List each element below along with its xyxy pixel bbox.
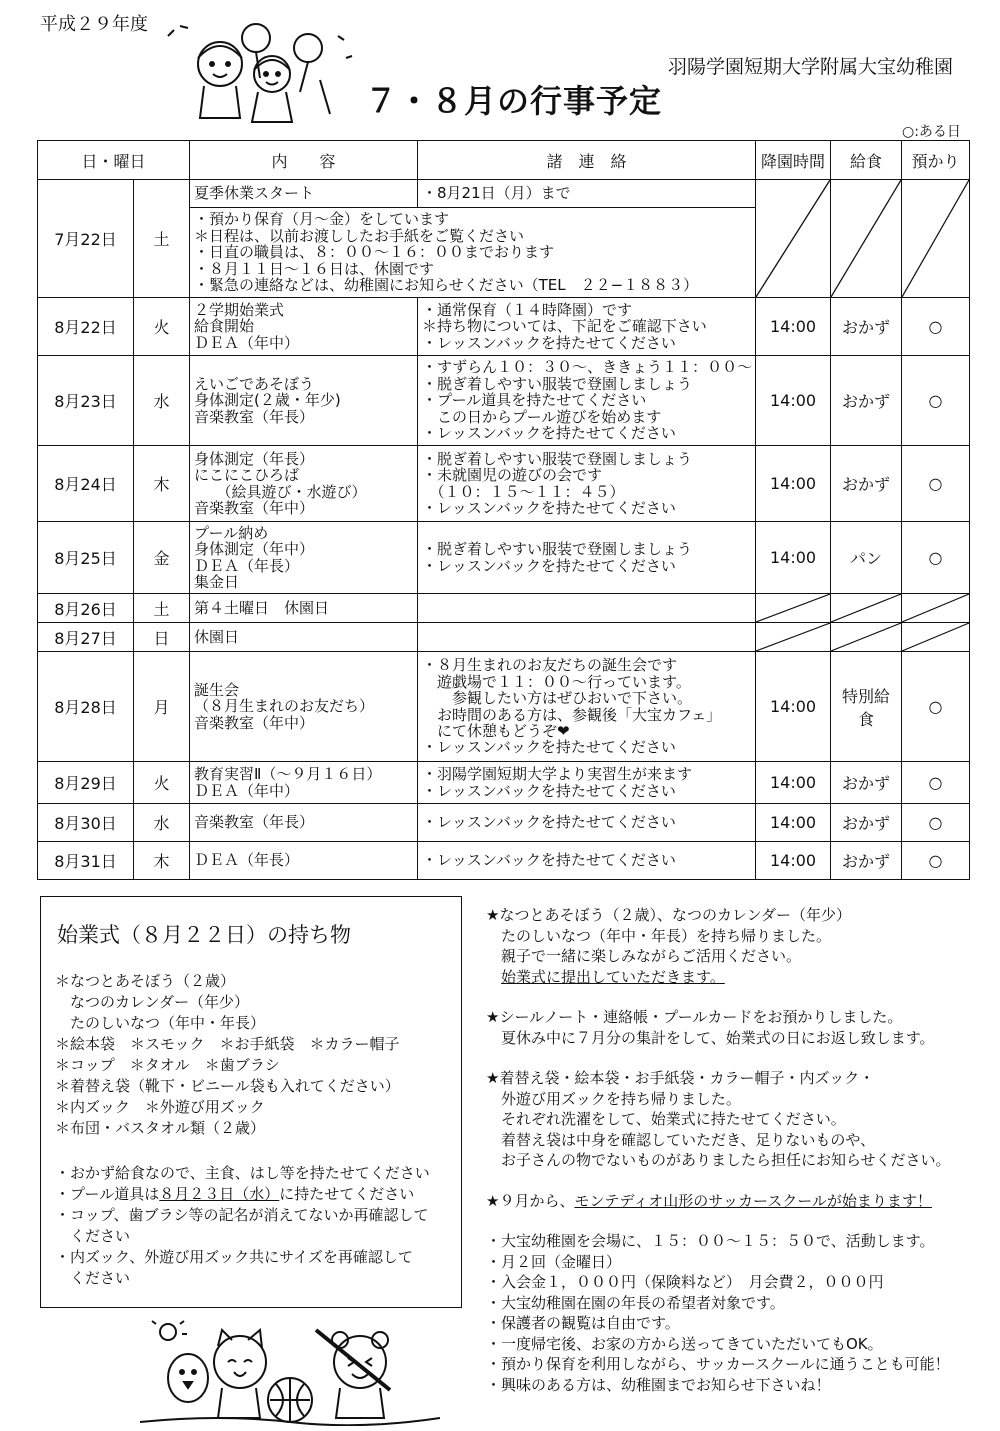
row-date: 8月31日	[38, 842, 134, 880]
row-care: ○	[902, 804, 970, 842]
row-weekday: 水	[134, 356, 190, 446]
table-row	[38, 804, 970, 842]
row-content: ２学期始業式 給食開始 ＤＥＡ（年中）	[190, 298, 418, 356]
row-notes: ・羽陽学園短期大学より実習生が来ます ・レッスンバックを持たせてください	[418, 762, 756, 804]
pool-date: ８月２３日（水）	[159, 1185, 280, 1203]
announcement-line: たのしいなつ（年中・年長）を持ち帰りました。	[486, 926, 832, 945]
row-weekday: 木	[134, 446, 190, 522]
table-row	[38, 623, 970, 652]
note-line: ・内ズック、外遊び用ズック共にサイズを再確認して	[55, 1248, 413, 1266]
row-notes: ・レッスンバックを持たせてください	[418, 842, 756, 880]
table-row	[38, 522, 970, 594]
belongings-title: 始業式（８月２２日）の持ち物	[57, 923, 351, 947]
list-item: なつのカレンダー（年少）	[55, 993, 250, 1011]
children-fan-illustration	[160, 18, 360, 130]
note-line: ください	[55, 1269, 131, 1287]
row-date: 8月23日	[38, 356, 134, 446]
row-notes	[418, 594, 756, 623]
row-care: ○	[902, 522, 970, 594]
row-content: 身体測定（年長） にこにこひろば （絵具遊び・水遊び） 音楽教室（年中）	[190, 446, 418, 522]
table-row	[38, 356, 970, 446]
row-content: 音楽教室（年長）	[190, 804, 418, 842]
list-item: ＊布団・バスタオル類（２歳）	[55, 1119, 266, 1137]
row-notes: ・8月21日（月）まで	[418, 180, 756, 208]
schedule-table	[37, 140, 970, 880]
row-content: 休園日	[190, 623, 418, 652]
announcement-line: 夏休み中に７月分の集計をして、始業式の日にお返し致します。	[486, 1028, 935, 1047]
row-notes: ・すずらん１０：３０～、ききょう１１：００～ ・脱ぎ着しやすい服装で登園しましょう ・プール道具を持たせてください この日からプール遊びを始めます ・レッスンバックを持たせてください	[418, 356, 756, 446]
list-item: ＊絵本袋 ＊スモック ＊お手紙袋 ＊カラー帽子	[55, 1035, 400, 1053]
list-item: ＊コップ ＊タオル ＊歯ブラシ	[55, 1056, 280, 1074]
care-empty-cell	[902, 623, 970, 652]
care-empty-cell	[902, 594, 970, 623]
row-lunch: おかず	[831, 446, 902, 522]
row-date: 8月22日	[38, 298, 134, 356]
row-care: ○	[902, 298, 970, 356]
row-notes: ・通常保育（１４時降園）です ＊持ち物については、下記をご確認下さい ・レッスンバックを持たせてください	[418, 298, 756, 356]
row-weekday: 月	[134, 652, 190, 762]
soccer-detail: ・一度帰宅後、お家の方から送ってきていただいてもOK。	[486, 1334, 883, 1353]
soccer-heading: ★９月から、モンテディオ山形のサッカースクールが始まります！	[486, 1191, 932, 1210]
animals-beach-illustration	[140, 1318, 440, 1426]
row-care: ○	[902, 652, 970, 762]
belongings-box	[40, 896, 462, 1308]
row-weekday: 土	[134, 180, 190, 298]
soccer-detail: ・入会金１，０００円（保険料など） 月会費２，０００円	[486, 1273, 884, 1291]
note-line-pool: ・プール道具は８月２３日（水）に持たせてください	[55, 1185, 415, 1203]
time-empty-cell	[756, 623, 831, 652]
announcement-line: ★着替え袋・絵本袋・お手紙袋・カラー帽子・内ズック・	[486, 1069, 875, 1087]
row-time: 14:00	[756, 356, 831, 446]
soccer-detail: ・興味のある方は、幼稚園までお知らせ下さいね！	[486, 1375, 831, 1394]
row-content: ＤＥＡ（年長）	[190, 842, 418, 880]
row-wide-notes: ・預かり保育（月～金）をしています ＊日程は、以前お渡ししたお手紙をご覧ください ・日直の職員は、８：００～１６：００までおります ・８月１１日～１６日は、休園です ・緊急の連絡などは、幼稚園にお知らせください（TEL ２２−１８８３）	[190, 208, 756, 298]
soccer-detail: ・預かり保育を利用しながら、サッカースクールに通うことも可能！	[486, 1355, 950, 1373]
announcement-line-underlined: 始業式に提出していただきます。	[501, 967, 725, 986]
row-time: 14:00	[756, 298, 831, 356]
row-lunch: おかず	[831, 298, 902, 356]
row-time: 14:00	[756, 652, 831, 762]
header-pickup-time: 降園時間	[756, 141, 831, 180]
row-content: 夏季休業スタート	[190, 180, 418, 208]
announcement-line: 親子で一緒に楽しみながらご活用ください。	[486, 947, 802, 965]
row-weekday: 火	[134, 762, 190, 804]
row-lunch: パン	[831, 522, 902, 594]
row-time: 14:00	[756, 522, 831, 594]
announcement-line: お子さんの物でないものがありましたら担任にお知らせください。	[486, 1151, 951, 1169]
announcement-line: ★シールノート・連絡帳・プールカードをお預かりしました。	[486, 1008, 903, 1026]
header-lunch: 給食	[831, 141, 902, 180]
announcement-line: 着替え袋は中身を確認していただき、足りないものや、	[486, 1130, 876, 1149]
row-time: 14:00	[756, 446, 831, 522]
row-lunch: おかず	[831, 762, 902, 804]
table-row	[38, 180, 970, 208]
row-content: 第４土曜日 休園日	[190, 594, 418, 623]
row-time: 14:00	[756, 842, 831, 880]
header-notes: 諸 連 絡	[418, 141, 756, 180]
row-date: 8月26日	[38, 594, 134, 623]
row-care: ○	[902, 842, 970, 880]
header-date: 日・曜日	[38, 141, 190, 180]
lunch-empty-cell	[831, 623, 902, 652]
row-notes: ・脱ぎ着しやすい服装で登園しましょう ・レッスンバックを持たせてください	[418, 522, 756, 594]
fiscal-year: 平成２９年度	[40, 14, 148, 35]
row-weekday: 土	[134, 594, 190, 623]
table-row	[38, 298, 970, 356]
row-notes	[418, 623, 756, 652]
row-care: ○	[902, 762, 970, 804]
row-weekday: 火	[134, 298, 190, 356]
school-name: 羽陽学園短期大学附属大宝幼稚園	[668, 56, 954, 78]
row-care: ○	[902, 356, 970, 446]
belongings-notes	[55, 1163, 430, 1289]
row-notes: ・８月生まれのお友だちの誕生会です 遊戯場で１１：００～行っています。 参観したい方はぜひおいで下さい。 お時間のある方は、参観後「大宝カフェ」 にて休憩もどうぞ❤ ・レッスンバックを持たせてください	[418, 652, 756, 762]
lunch-empty-cell	[831, 180, 902, 298]
header-content: 内 容	[190, 141, 418, 180]
row-date: 8月25日	[38, 522, 134, 594]
row-lunch: 特別給食	[831, 652, 902, 762]
row-care: ○	[902, 446, 970, 522]
table-row	[38, 446, 970, 522]
announcement-line: 外遊び用ズックを持ち帰りました。	[486, 1089, 741, 1108]
list-item: ＊着替え袋（靴下・ビニール袋も入れてください）	[55, 1077, 400, 1095]
row-notes: ・レッスンバックを持たせてください	[418, 804, 756, 842]
soccer-detail: ・保護者の観覧は自由です。	[486, 1314, 680, 1332]
table-row	[38, 842, 970, 880]
row-lunch: おかず	[831, 356, 902, 446]
row-content: 誕生会 （８月生まれのお友だち） 音楽教室（年中）	[190, 652, 418, 762]
row-date: 8月29日	[38, 762, 134, 804]
soccer-detail: ・大宝幼稚園を会場に、１５：００～１５：５０で、活動します。	[486, 1232, 935, 1250]
row-weekday: 日	[134, 623, 190, 652]
time-empty-cell	[756, 594, 831, 623]
row-lunch: おかず	[831, 842, 902, 880]
row-date: 8月27日	[38, 623, 134, 652]
care-empty-cell	[902, 180, 970, 298]
note-line: ・コップ、歯ブラシ等の記名が消えてないか再確認して	[55, 1206, 429, 1224]
note-line: ・おかず給食なので、主食、はし等を持たせてください	[55, 1164, 430, 1182]
row-date: 8月30日	[38, 804, 134, 842]
page-title: ７・８月の行事予定	[365, 82, 663, 120]
table-row	[38, 594, 970, 623]
header-childcare: 預かり	[902, 141, 970, 180]
announcement-line: それぞれ洗濯をして、始業式に持たせてください。	[486, 1110, 846, 1128]
row-notes: ・脱ぎ着しやすい服装で登園しましょう ・未就園児の遊びの会です （１０：１５～１１：４５） ・レッスンバックを持たせてください	[418, 446, 756, 522]
row-time: 14:00	[756, 804, 831, 842]
row-weekday: 水	[134, 804, 190, 842]
time-empty-cell	[756, 180, 831, 298]
lunch-empty-cell	[831, 594, 902, 623]
list-item: ＊なつとあそぼう（２歳）	[55, 972, 236, 990]
row-weekday: 金	[134, 522, 190, 594]
row-content: プール納め 身体測定（年中） ＤＥＡ（年長） 集金日	[190, 522, 418, 594]
row-content: えいごであそぼう 身体測定(２歳・年少) 音楽教室（年長）	[190, 356, 418, 446]
table-header-row	[38, 141, 970, 180]
belongings-list	[55, 971, 400, 1139]
note-line: ください	[55, 1227, 131, 1245]
table-row	[38, 652, 970, 762]
announcements	[486, 905, 986, 1395]
row-date: 7月22日	[38, 180, 134, 298]
list-item: ＊内ズック ＊外遊び用ズック	[55, 1098, 265, 1116]
announcement-line: ★なつとあそぼう（２歳）、なつのカレンダー（年少）	[486, 906, 851, 924]
soccer-detail: ・月２回（金曜日）	[486, 1252, 622, 1271]
row-lunch: おかず	[831, 804, 902, 842]
row-content: 教育実習Ⅱ（～９月１６日） ＤＥＡ（年中）	[190, 762, 418, 804]
list-item: たのしいなつ（年中・年長）	[55, 1014, 266, 1032]
legend-note: ○:ある日	[902, 124, 961, 140]
row-date: 8月24日	[38, 446, 134, 522]
soccer-detail: ・大宝幼稚園在園の年長の希望者対象です。	[486, 1293, 785, 1312]
row-date: 8月28日	[38, 652, 134, 762]
row-time: 14:00	[756, 762, 831, 804]
row-weekday: 木	[134, 842, 190, 880]
table-row	[38, 762, 970, 804]
